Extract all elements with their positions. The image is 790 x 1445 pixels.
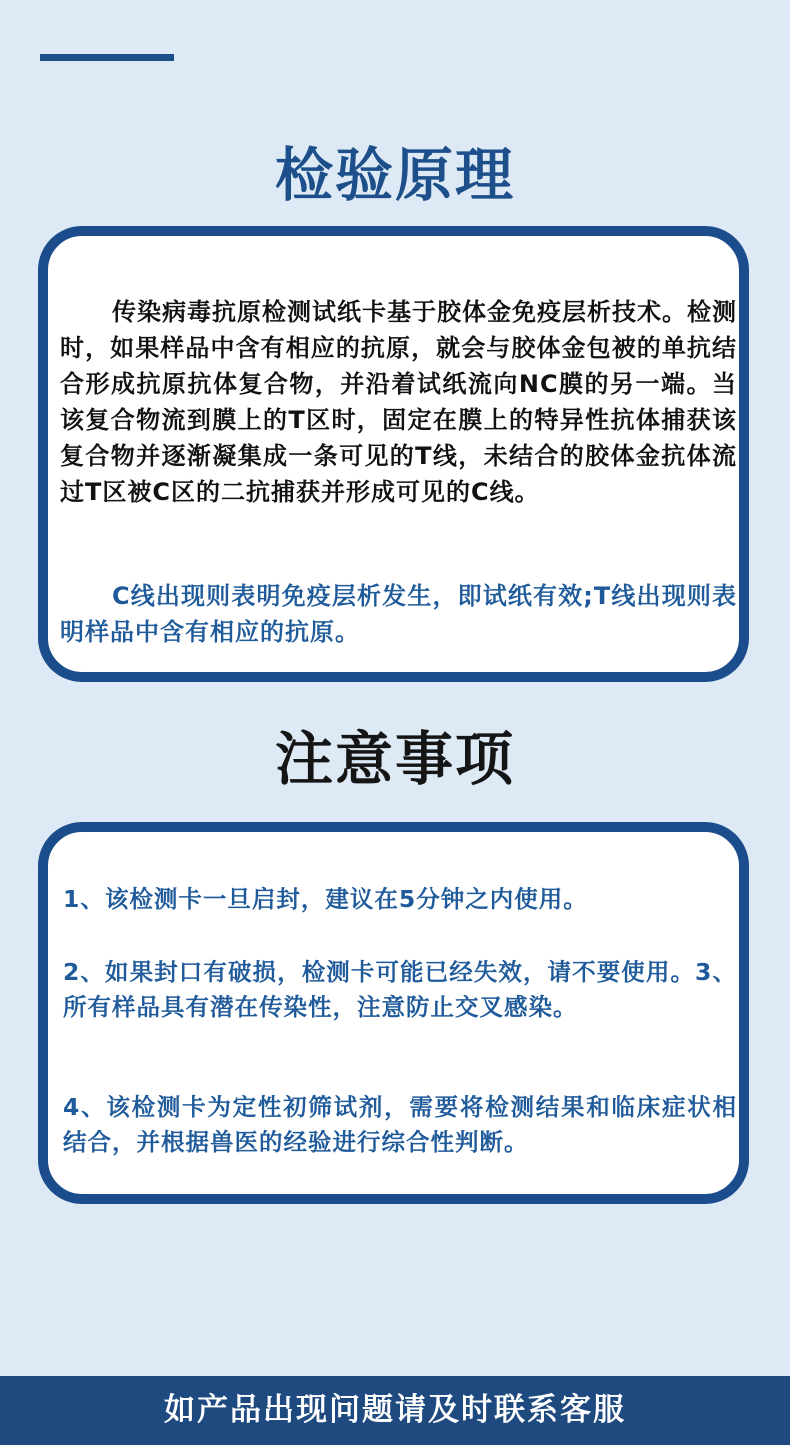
accent-bar: [40, 54, 174, 61]
precautions-title: 注意事项: [274, 725, 515, 793]
principle-card: [38, 226, 749, 682]
principle-title: 检验原理: [274, 141, 515, 209]
precaution-item: 4、该检测卡为定性初筛试剂，需要将检测结果和临床症状相结合，并根据兽医的经验进行综合性判断。: [63, 1093, 737, 1156]
contact-footer-banner: 如产品出现问题请及时联系客服: [0, 1376, 790, 1445]
precaution-item: 1、该检测卡一旦启封，建议在5分钟之内使用。: [63, 885, 588, 913]
precautions-card: [38, 822, 749, 1204]
precaution-item: 2、如果封口有破损，检测卡可能已经失效，请不要使用。3、所有样品具有潜在传染性，注意防止交叉感染。: [63, 958, 737, 1021]
principle-body: 传染病毒抗原检测试纸卡基于胶体金免疫层析技术。检测时，如果样品中含有相应的抗原，就会与胶体金包被的单抗结合形成抗原抗体复合物，并沿着试纸流向NC膜的另一端。当该复合物流到膜上的T区时，固定在膜上的特异性抗体捕获该复合物并逐渐凝集成一条可见的T线，未结合的胶体金抗体流过T区被C区的二抗捕获并形成可见的C线。: [60, 298, 737, 506]
principle-note: C线出现则表明免疫层析发生，即试纸有效;T线出现则表明样品中含有相应的抗原。: [60, 582, 737, 646]
